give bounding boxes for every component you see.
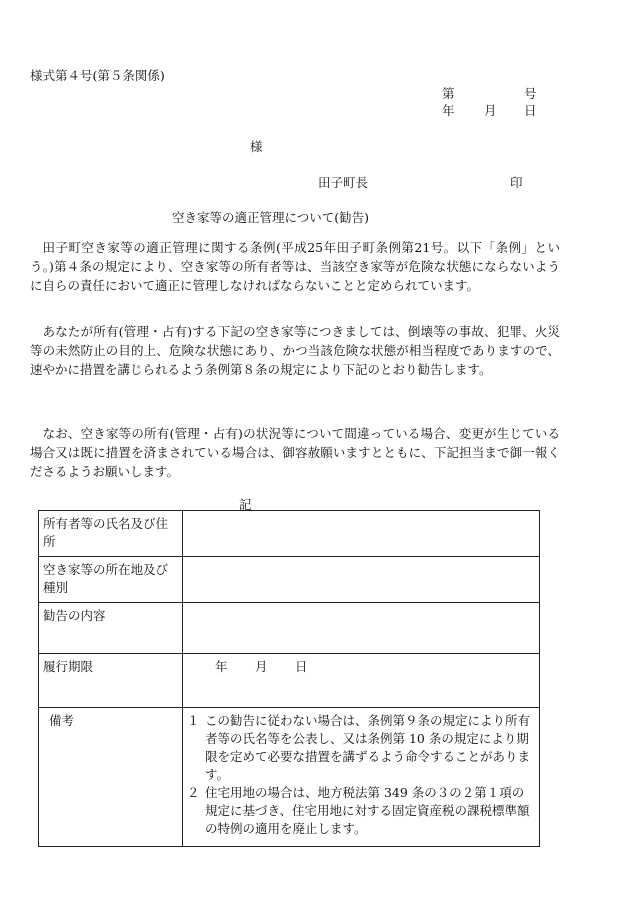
location-label: 空き家等の所在地及び種別 xyxy=(39,557,183,603)
table-row xyxy=(39,511,540,557)
table-row xyxy=(39,557,540,603)
doc-number-prefix: 第 xyxy=(442,86,455,101)
table-row xyxy=(39,603,540,654)
location-value xyxy=(183,557,540,603)
date-year: 年 xyxy=(442,103,455,118)
remarks-value xyxy=(183,708,540,847)
paragraph-text: なお、空き家等の所有(管理・占有)の状況等について間違っている場合、変更が生じている場合又は既に措置を済まされている場合は、御容赦願いますとともに、下記担当まで御一報くださるようお願いします。 xyxy=(30,426,560,479)
sender-name: 田子町長 xyxy=(318,175,369,190)
paragraph-2 xyxy=(30,322,560,379)
document-title: 空き家等の適正管理について(勧告) xyxy=(172,210,370,225)
paragraph-text: あなたが所有(管理・占有)する下記の空き家等につきましては、倒壊等の事故、犯罪、火災等の未然防止の目的上、危険な状態にあり、かつ当該危険な状態が相当程度でありますので、速やかに措置を講じられるよう条例第８条の規定により下記のとおり勧告します。 xyxy=(30,324,560,377)
remark-text: この勧告に従わない場合は、条例第９条の規定により所有者等の氏名等を公表し、又は条例第 10 条の規定により期限を定めて必要な措置を講ずるよう命令することがあります。 xyxy=(205,713,531,782)
paragraph-1 xyxy=(30,238,560,295)
deadline-year: 年 xyxy=(215,659,228,674)
content-value xyxy=(183,603,540,654)
ki-heading: 記 xyxy=(239,497,252,512)
addressee-suffix: 様 xyxy=(250,139,263,154)
form-number: 様式第４号(第５条関係) xyxy=(30,68,165,83)
owner-value xyxy=(183,511,540,557)
paragraph-text: 田子町空き家等の適正管理に関する条例(平成25年田子町条例第21号。以下「条例」という。)第４条の規定により、空き家等の所有者等は、当該空き家等が危険な状態にならないように自らの責任において適正に管理しなければならないことと定められています。 xyxy=(30,240,560,293)
deadline-day: 日 xyxy=(295,659,308,674)
remark-text: 住宅用地の場合は、地方税法第 349 条の３の２第１項の規定に基づき、住宅用地に対する固定資産税の課税標準額の特例の適用を廃止します。 xyxy=(205,785,530,836)
remark-item xyxy=(187,712,535,784)
details-table xyxy=(38,510,540,847)
doc-number-suffix: 号 xyxy=(524,86,537,101)
table-row xyxy=(39,708,540,847)
deadline-label: 履行期限 xyxy=(39,654,183,708)
date-month: 月 xyxy=(484,103,497,118)
remark-item xyxy=(187,784,535,838)
content-label: 勧告の内容 xyxy=(39,603,183,654)
remarks-label: 備考 xyxy=(39,708,183,847)
date-day: 日 xyxy=(524,103,537,118)
remark-number: ２ xyxy=(187,785,200,800)
remark-number: １ xyxy=(187,713,200,728)
table-row xyxy=(39,654,540,708)
owner-label: 所有者等の氏名及び住所 xyxy=(39,511,183,557)
paragraph-3 xyxy=(30,424,560,481)
deadline-month: 月 xyxy=(255,659,268,674)
deadline-value xyxy=(183,654,540,708)
seal-mark: 印 xyxy=(510,175,523,190)
